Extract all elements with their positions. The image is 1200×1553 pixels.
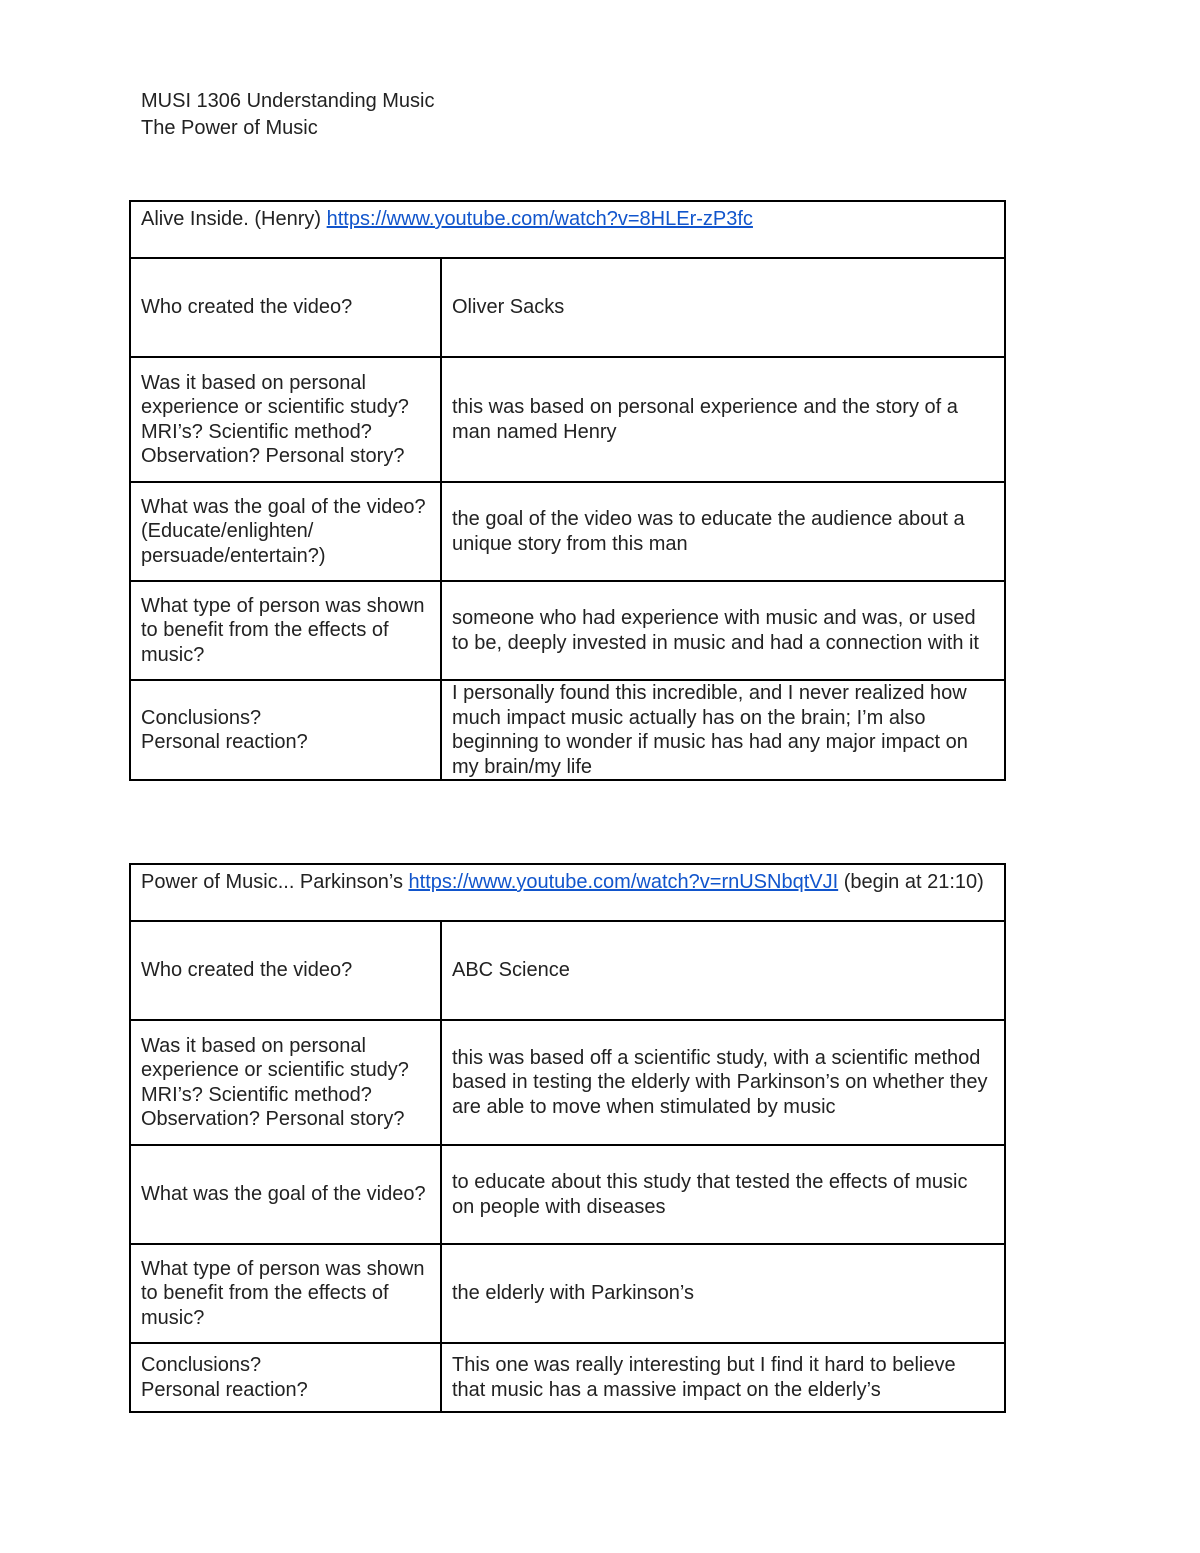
answer-cell: This one was really interesting but I find it hard to believe that music has a massive impact on the elderly’s <box>441 1343 1005 1412</box>
question-cell: What was the goal of the video? (Educate/enlighten/ persuade/entertain?) <box>130 482 441 581</box>
answer-cell: ABC Science <box>441 921 1005 1020</box>
question-cell: What type of person was shown to benefit from the effects of music? <box>130 581 441 680</box>
question-cell: Conclusions? Personal reaction? <box>130 680 441 780</box>
answer-cell: the elderly with Parkinson’s <box>441 1244 1005 1343</box>
answer-cell: this was based on personal experience and the story of a man named Henry <box>441 357 1005 482</box>
table-row <box>130 1244 1005 1343</box>
answer-cell: I personally found this incredible, and I never realized how much impact music actually has on the brain; I’m also beginning to wonder if music has had any major impact on my brain/my life <box>441 680 1005 780</box>
answer-cell: Oliver Sacks <box>441 258 1005 357</box>
table-title-cell <box>130 201 1005 258</box>
question-cell: Conclusions? Personal reaction? <box>130 1343 441 1412</box>
table-row <box>130 482 1005 581</box>
question-cell: What type of person was shown to benefit from the effects of music? <box>130 1244 441 1343</box>
answer-cell: to educate about this study that tested the effects of music on people with diseases <box>441 1145 1005 1244</box>
answer-cell: the goal of the video was to educate the audience about a unique story from this man <box>441 482 1005 581</box>
table-title-suffix: (begin at 21:10) <box>838 871 984 893</box>
video-table-alive-inside <box>129 200 1006 781</box>
table-title-row <box>130 864 1005 921</box>
table-title-text: Alive Inside. (Henry) <box>141 208 327 230</box>
question-cell: Who created the video? <box>130 258 441 357</box>
table-row <box>130 1343 1005 1412</box>
answer-cell: someone who had experience with music and was, or used to be, deeply invested in music and had a connection with it <box>441 581 1005 680</box>
table-title-text: Power of Music... Parkinson’s <box>141 871 409 893</box>
question-cell: Was it based on personal experience or scientific study? MRI’s? Scientific method? Observation? Personal story? <box>130 357 441 482</box>
table-row <box>130 921 1005 1020</box>
question-cell: Who created the video? <box>130 921 441 1020</box>
question-cell: What was the goal of the video? <box>130 1145 441 1244</box>
table-title-row <box>130 201 1005 258</box>
document-header <box>141 88 434 142</box>
table-row <box>130 680 1005 780</box>
video-link[interactable]: https://www.youtube.com/watch?v=8HLEr-zP3fc <box>326 208 753 230</box>
assignment-title: The Power of Music <box>141 117 318 139</box>
table-row <box>130 581 1005 680</box>
answer-cell: this was based off a scientific study, with a scientific method based in testing the elderly with Parkinson’s on whether they are able to move when stimulated by music <box>441 1020 1005 1145</box>
table-row <box>130 1145 1005 1244</box>
course-title: MUSI 1306 Understanding Music <box>141 90 435 112</box>
video-table-parkinsons <box>129 863 1006 1413</box>
video-link[interactable]: https://www.youtube.com/watch?v=rnUSNbqtVJI <box>408 871 839 893</box>
table-row <box>130 258 1005 357</box>
table-row <box>130 1020 1005 1145</box>
question-cell: Was it based on personal experience or scientific study? MRI’s? Scientific method? Observation? Personal story? <box>130 1020 441 1145</box>
table-row <box>130 357 1005 482</box>
table-title-cell <box>130 864 1005 921</box>
